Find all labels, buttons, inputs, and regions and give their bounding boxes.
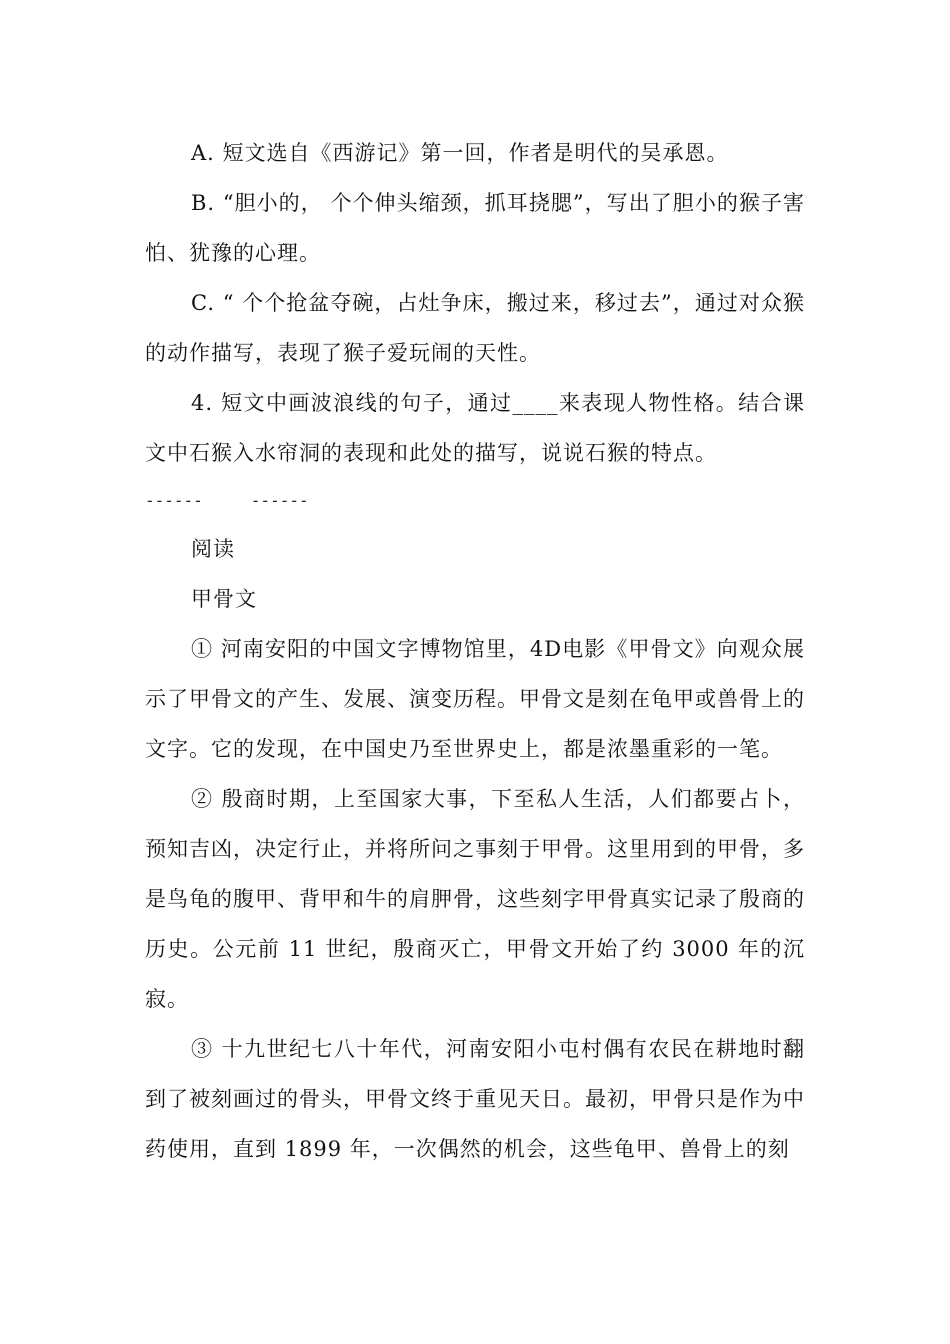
- article-paragraph-3: ③ 十九世纪七八十年代，河南安阳小屯村偶有农民在耕地时翻到了被刻画过的骨头，甲骨文终于重见天日。最初，甲骨只是作为中药使用，直到 1899 年，一次偶然的机会，这些龟甲、兽骨上的刻: [145, 1037, 805, 1161]
- section-heading: 阅读: [191, 537, 235, 561]
- question-4: [145, 378, 805, 478]
- answer-lines: [145, 478, 805, 524]
- article-paragraph-1: ① 河南安阳的中国文字博物馆里，4D电影《甲骨文》向观众展示了甲骨文的产生、发展、演变历程。甲骨文是刻在龟甲或兽骨上的文字。它的发现，在中国史乃至世界史上，都是浓墨重彩的一笔。: [145, 637, 805, 761]
- question-4-after: 来表现人物性格。结合课文中石猴入水帘洞的表现和此处的描写，说说石猴的特点。: [145, 391, 805, 465]
- option-a: A. 短文选自《西游记》第一回，作者是明代的吴承恩。: [191, 141, 729, 165]
- option-c: C. “ 个个抢盆夺碗，占灶争床，搬过来，移过去”，通过对众猴的动作描写，表现了猴子爱玩闹的天性。: [145, 291, 805, 365]
- document-page: [145, 128, 805, 1174]
- question-4-blank: ____: [512, 391, 559, 415]
- article-title: 甲骨文: [191, 587, 257, 611]
- article-paragraph-2: ② 殷商时期，上至国家大事，下至私人生活，人们都要占卜，预知吉凶，决定行止，并将所问之事刻于甲骨。这里用到的甲骨，多是鸟龟的腹甲、背甲和牛的肩胛骨，这些刻字甲骨真实记录了殷商的历史。公元前 11 世纪，殷商灭亡，甲骨文开始了约 3000 年的沉寂。: [145, 787, 805, 1011]
- answer-line-first: ------: [145, 491, 203, 510]
- answer-line-second: ------: [250, 491, 309, 510]
- option-b: B. “胆小的， 个个伸头缩颈，抓耳挠腮”，写出了胆小的猴子害怕、犹豫的心理。: [145, 191, 805, 265]
- question-4-before: 4. 短文中画波浪线的句子，通过: [191, 391, 513, 415]
